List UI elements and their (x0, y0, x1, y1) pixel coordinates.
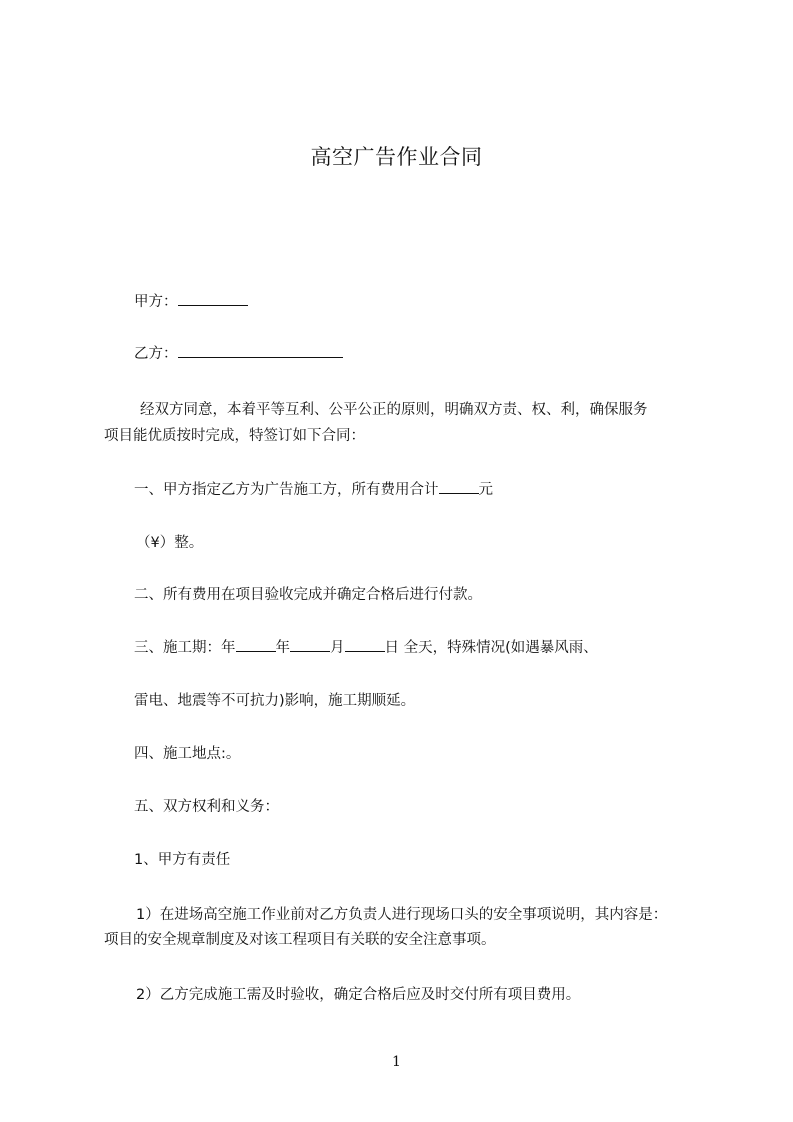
amount-blank (439, 480, 479, 494)
sub-clause-1-item-1-line2: 项目的安全规章制度及对该工程项目有关联的安全注意事项。 (104, 932, 496, 948)
clause-3-continuation: 雷电、地震等不可抗力)影响，施工期顺延。 (134, 693, 416, 709)
page-number: 1 (392, 1054, 401, 1070)
clause-1-continuation: （¥）整。 (136, 535, 204, 551)
document-title: 高空广告作业合同 (310, 145, 483, 169)
intro-paragraph-line1: 经双方同意，本着平等互利、公平公正的原则，明确双方责、权、利，确保服务 (140, 402, 648, 418)
clause-1-unit: 元 (478, 482, 493, 498)
clause-1 (134, 480, 493, 500)
party-a-line (134, 292, 248, 312)
clause-3-year: 年 (275, 640, 290, 656)
intro-paragraph-line2: 项目能优质按时完成，特签订如下合同： (104, 428, 365, 444)
party-b-label: 乙方： (134, 346, 178, 362)
sub-clause-1: 1、甲方有责任 (134, 852, 231, 868)
clause-4: 四、施工地点:。 (134, 746, 241, 762)
clause-3-month: 月 (330, 640, 345, 656)
party-a-blank (178, 292, 248, 306)
clause-3-prefix: 三、施工期：年 (134, 640, 236, 656)
party-b-blank (178, 344, 343, 358)
month-blank (290, 638, 330, 652)
clause-5: 五、双方权利和义务： (134, 799, 279, 815)
party-b-line (134, 344, 343, 364)
party-a-label: 甲方： (134, 294, 178, 310)
clause-3-day: 日 全天，特殊情况(如遇暴风雨、 (384, 640, 598, 656)
clause-1-text: 一、甲方指定乙方为广告施工方，所有费用合计 (134, 482, 439, 498)
day-blank (345, 638, 385, 652)
sub-clause-1-item-1-line1: 1）在进场高空施工作业前对乙方负责人进行现场口头的安全事项说明，其内容是： (136, 907, 668, 923)
year-blank (236, 638, 276, 652)
clause-2: 二、所有费用在项目验收完成并确定合格后进行付款。 (134, 587, 482, 603)
clause-3 (134, 638, 598, 658)
sub-clause-1-item-2: 2）乙方完成施工需及时验收，确定合格后应及时交付所有项目费用。 (136, 987, 581, 1003)
